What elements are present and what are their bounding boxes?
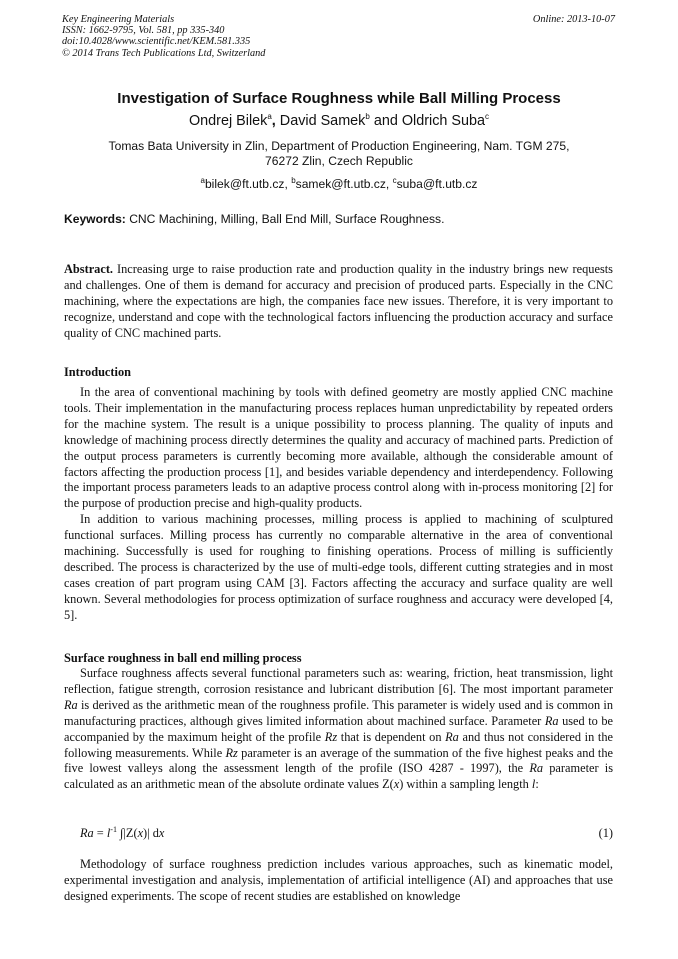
keywords (64, 212, 624, 226)
email-address: samek@ft.utb.cz (295, 177, 386, 191)
paragraph: In addition to various machining processes, milling process is applied to machining of sculptured functional surfaces. Milling process has currently no comparable alternative in the area of conventional machining. Successfully is used for roughing to finishing operations. Process of milling is sufficiently described. The process is characterized by the use of multi-edge tools, different cutting strategies and in most cases creation of part program using CAM [3]. Factors affecting the accuracy and surface quality are well known. Several methodologies for process optimization of surface roughness and accuracy were developed [4, 5]. (64, 512, 613, 622)
author-name: Ondrej Bilek (188, 113, 268, 129)
author-name: Oldrich Suba (401, 113, 486, 129)
parameter-ra: Ra (445, 729, 459, 744)
variable-l: l (531, 777, 536, 792)
author-separator: and (373, 113, 398, 129)
eq-l: l (106, 826, 111, 840)
eq-sign: = (93, 826, 107, 840)
email-list: $^a$bilek@ft.utb.cz, $^b$samek@ft.utb.cz, $^c$suba@ft.utb.cz (200, 175, 478, 191)
eq-integral: ∫|Z( (116, 826, 138, 840)
paper-title: Investigation of Surface Roughness while Ball Milling Process (117, 90, 561, 107)
author-sup: c (485, 112, 490, 122)
email-sup: b (291, 175, 296, 185)
text-run: parameter is calculated as an arithmetic mean of the absolute ordinate values Z( (64, 761, 613, 792)
author-name: David Samek (279, 113, 366, 129)
eq-exponent: -1 (110, 824, 117, 834)
affiliation (0, 139, 678, 168)
parameter-ra: Ra (529, 761, 544, 776)
keywords-text: CNC Machining, Milling, Ball End Mill, Surface Roughness. (129, 212, 445, 226)
paragraph (64, 666, 613, 793)
introduction-body (64, 385, 613, 624)
text-run: parameter is an average of the summation of the five highest peaks and the five lowest valleys along the assessment length of the profile (ISO 4287 - 1997), the (64, 745, 613, 776)
eq-close: )| d (143, 826, 159, 840)
equation-number: (1) (598, 826, 613, 840)
eq-lhs: Ra (80, 826, 94, 840)
email-sup: a (200, 175, 205, 185)
text-run: ) within a sampling length (399, 777, 532, 792)
parameter-rz: Rz (225, 745, 238, 760)
abstract-label: Abstract. (64, 262, 114, 276)
eq-dx: x (158, 826, 165, 840)
journal-issn: ISSN: 1662-9795, Vol. 581, pp 335-340 (62, 25, 225, 37)
variable-x: x (393, 777, 400, 792)
text-run: : (535, 777, 539, 792)
email-sup: c (392, 175, 397, 185)
email-address: suba@ft.utb.cz (396, 177, 478, 191)
author-sup: b (365, 112, 370, 122)
methodology-body (64, 857, 613, 905)
abstract-text: Increasing urge to raise production rate and production quality in the industry brings new requests and challenges. One of them is demand for accuracy and precision of produced parts. Especially in the CNC machining, where the expectations are high, the companies face new issues. Therefore, it is very important to recognize, understand and cope with the technological factors influencing the production accuracy and surface quality of CNC machined parts. (64, 262, 613, 340)
text-run: and thus not considered in the following measurements. While (64, 729, 613, 760)
author-separator: , (271, 113, 276, 129)
text-run: is derived as the arithmetic mean of the roughness profile. This parameter is widely used and is common in manufacturing practices, although gives limited information about machined surface. Parameter (64, 697, 613, 728)
author-list (0, 112, 678, 130)
text-run: that is dependent on (337, 729, 446, 744)
paragraph: In the area of conventional machining by tools with defined geometry are mostly applied CNC machine tools. Their implementation in the manufacturing process replaces human unpredictability by repeated orders for the machine system. The result is a unique possibility to process planning. The quality of inputs and knowledge of machining process directly determines the quality and accuracy of machined parts. Prediction of the output process parameters is currently becoming more available, although the considerable amount of factors affecting the production process [1], and besides variable dependency and interdependency. Following the important process parameters leads to an adaptive process control along with in-process monitoring [2] for the purpose of production precise and high-quality products. (64, 385, 613, 511)
online-date: Online: 2013-10-07 (532, 14, 615, 25)
section-heading-surface-roughness: Surface roughness in ball end milling process (64, 651, 302, 665)
journal-name: Key Engineering Materials (62, 14, 175, 25)
affiliation-line: Tomas Bata University in Zlin, Department of Production Engineering, Nam. TGM 275, (108, 139, 570, 153)
parameter-rz: Rz (324, 729, 338, 744)
author-sup: a (267, 112, 272, 122)
affiliation-line: 76272 Zlin, Czech Republic (265, 153, 413, 168)
equation-1 (80, 826, 164, 841)
parameter-ra: Ra (64, 697, 78, 712)
journal-header (62, 14, 265, 59)
eq-x: x (137, 826, 144, 840)
text-run: used to be accompanied by the maximum height of the profile (64, 713, 613, 744)
journal-copyright: © 2014 Trans Tech Publications Ltd, Switzerland (62, 47, 266, 59)
parameter-ra: Ra (544, 713, 559, 728)
keywords-label: Keywords: (64, 212, 126, 226)
text-run: Surface roughness affects several functional parameters such as: wearing, friction, heat transmission, light reflection, fatigue strength, corrosion resistance and lubricant distribution [6]. The most important parameter (64, 666, 613, 696)
journal-doi: doi:10.4028/www.scientific.net/KEM.581.335 (62, 36, 251, 48)
email-address: bilek@ft.utb.cz (204, 177, 285, 191)
abstract (64, 262, 613, 342)
section-heading-introduction: Introduction (64, 365, 131, 379)
surface-roughness-body (64, 666, 613, 793)
paragraph: Methodology of surface roughness prediction includes various approaches, such as kinematic model, experimental investigation and analysis, implementation of artificial intelligence (AI) and approaches that use designed experiments. The scope of recent studies are established on knowledge (64, 857, 613, 903)
